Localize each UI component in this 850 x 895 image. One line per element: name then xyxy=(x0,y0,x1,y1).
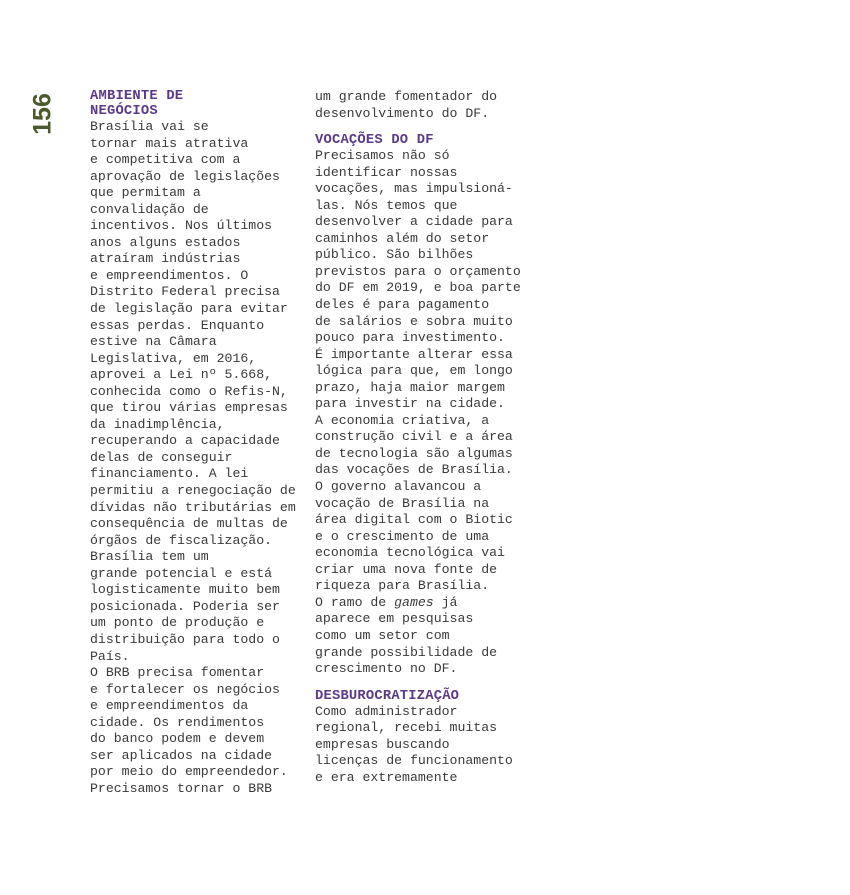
body-line: recuperando a capacidade xyxy=(90,433,280,449)
body-line: vocação de Brasília na xyxy=(315,495,490,511)
body-line: identificar nossas xyxy=(315,164,458,180)
body-line: área digital com o Biotic xyxy=(315,512,513,528)
body-line: aprovação de legislações xyxy=(90,168,280,184)
page-number-text: 156 xyxy=(28,93,57,135)
body-line: O BRB precisa fomentar xyxy=(90,665,265,681)
section-title-desburocratizacao: DESBUROCRATIZAÇÃO xyxy=(315,688,460,704)
body-line: convalidação de xyxy=(90,201,209,217)
body-line: e fortalecer os negócios xyxy=(90,681,280,697)
body-line: previstos para o orçamento xyxy=(315,263,521,279)
body-line: Precisamos tornar o BRB xyxy=(90,780,273,796)
body-line: incentivos. Nos últimos xyxy=(90,218,273,234)
right-column-intro xyxy=(315,89,535,122)
games-line-after: já xyxy=(433,594,458,610)
section-desburocratizacao-body xyxy=(315,704,535,787)
body-line: atraíram indústrias xyxy=(90,251,241,267)
page-number xyxy=(28,90,58,138)
right-column xyxy=(315,89,535,786)
body-line: logisticamente muito bem xyxy=(90,582,280,598)
body-line: de salários e sobra muito xyxy=(315,313,513,329)
body-line: de tecnologia são algumas xyxy=(315,445,513,461)
body-line: regional, recebi muitas xyxy=(315,720,498,736)
games-line-italic: games xyxy=(394,594,434,610)
paragraph-gap xyxy=(315,678,535,689)
body-line: consequência de multas de xyxy=(90,516,288,532)
body-line: construção civil e a área xyxy=(315,429,513,445)
section-title-line: NEGÓCIOS xyxy=(90,104,158,119)
body-line: ser aplicados na cidade xyxy=(90,747,273,763)
body-line: las. Nós temos que xyxy=(315,197,458,213)
body-line: pouco para investimento. xyxy=(315,330,505,346)
body-line: Brasília vai se xyxy=(90,119,209,134)
body-line: tornar mais atrativa xyxy=(90,135,249,151)
body-line: lógica para que, em longo xyxy=(315,363,513,379)
section-title-vocacoes-do-df: VOCAÇÕES DO DF xyxy=(315,133,434,149)
body-line: A economia criativa, a xyxy=(315,412,490,428)
body-line: posicionada. Poderia ser xyxy=(90,598,280,614)
paragraph-gap xyxy=(315,122,535,133)
section-title-line: AMBIENTE DE xyxy=(90,89,184,104)
body-line: Como administrador xyxy=(315,703,458,719)
body-line: estive na Câmara xyxy=(90,334,217,350)
body-line: e competitiva com a xyxy=(90,152,241,168)
section-title-ambiente-de-negocios xyxy=(90,89,305,119)
body-line: País. xyxy=(90,648,130,664)
body-line: dívidas não tributárias em xyxy=(90,499,296,515)
body-line: vocações, mas impulsioná- xyxy=(315,181,513,197)
body-line: conhecida como o Refis-N, xyxy=(90,383,288,399)
body-line: do banco podem e devem xyxy=(90,731,265,747)
body-line: crescimento no DF. xyxy=(315,661,458,677)
body-line: desenvolver a cidade para xyxy=(315,214,513,230)
body-line: da inadimplência, xyxy=(90,416,225,432)
body-line: que permitam a xyxy=(90,185,201,201)
body-line: e empreendimentos. O xyxy=(90,267,249,283)
body-line: anos alguns estados xyxy=(90,234,241,250)
body-line: licenças de funcionamento xyxy=(315,753,513,769)
left-column xyxy=(90,89,305,797)
body-line: cidade. Os rendimentos xyxy=(90,714,265,730)
body-line: riqueza para Brasília. xyxy=(315,578,490,594)
body-line: criar uma nova fonte de xyxy=(315,561,498,577)
body-line: Legislativa, em 2016, xyxy=(90,350,257,366)
body-line: empresas buscando xyxy=(315,736,450,752)
body-line: deles é para pagamento xyxy=(315,297,490,313)
body-line: do DF em 2019, e boa parte xyxy=(315,280,521,296)
body-line: financiamento. A lei xyxy=(90,466,249,482)
body-line: grande potencial e está xyxy=(90,565,273,581)
body-line: delas de conseguir xyxy=(90,449,233,465)
body-line: e o crescimento de uma xyxy=(315,528,490,544)
body-line: para investir na cidade. xyxy=(315,396,505,412)
body-line: público. São bilhões xyxy=(315,247,474,263)
body-line: das vocações de Brasília. xyxy=(315,462,513,478)
body-line: um grande fomentador do xyxy=(315,89,498,104)
body-line: de legislação para evitar xyxy=(90,301,288,317)
body-line: aprovei a Lei nº 5.668, xyxy=(90,367,273,383)
body-line: aparece em pesquisas xyxy=(315,611,474,627)
body-line: desenvolvimento do DF. xyxy=(315,105,490,121)
body-line: prazo, haja maior margem xyxy=(315,379,505,395)
body-line: Brasília tem um xyxy=(90,549,209,565)
left-column-body xyxy=(90,119,305,797)
body-line: grande possibilidade de xyxy=(315,644,498,660)
section-vocacoes-tail xyxy=(315,611,535,677)
body-line: caminhos além do setor xyxy=(315,230,490,246)
section-vocacoes-body xyxy=(315,148,535,595)
body-line: É importante alterar essa xyxy=(315,346,513,362)
body-line: Precisamos não só xyxy=(315,148,450,164)
body-line-games xyxy=(315,595,535,612)
body-line: por meio do empreendedor. xyxy=(90,764,288,780)
body-line: permitiu a renegociação de xyxy=(90,483,296,499)
body-line: como um setor com xyxy=(315,627,450,643)
body-line: Distrito Federal precisa xyxy=(90,284,280,300)
body-line: O governo alavancou a xyxy=(315,479,482,495)
body-line: órgãos de fiscalização. xyxy=(90,532,273,548)
body-line: essas perdas. Enquanto xyxy=(90,317,265,333)
body-line: um ponto de produção e xyxy=(90,615,265,631)
body-line: e empreendimentos da xyxy=(90,698,249,714)
body-line: e era extremamente xyxy=(315,769,458,785)
games-line-before: O ramo de xyxy=(315,594,395,610)
body-line: distribuição para todo o xyxy=(90,631,280,647)
body-line: economia tecnológica vai xyxy=(315,545,505,561)
body-line: que tirou várias empresas xyxy=(90,400,288,416)
